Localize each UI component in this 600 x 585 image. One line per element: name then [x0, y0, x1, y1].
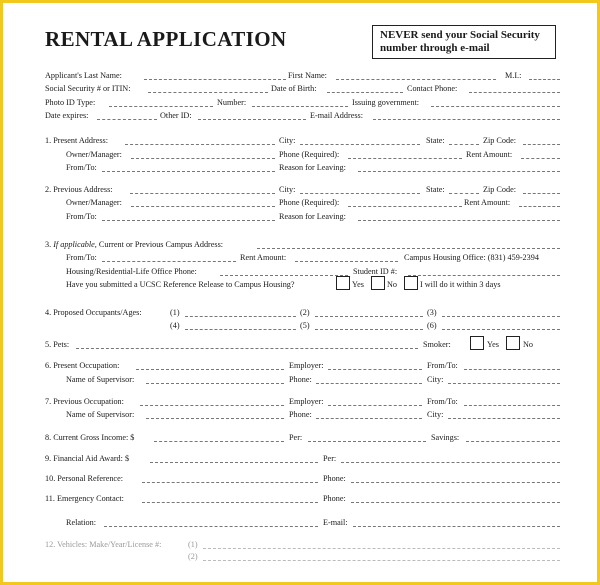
- ssn-row: [3, 83, 597, 95]
- id-number-field[interactable]: [252, 106, 348, 107]
- occupant-2-field[interactable]: [315, 316, 423, 317]
- previous-rent-label: Rent Amount:: [464, 198, 511, 207]
- dob-label: Date of Birth:: [271, 84, 317, 93]
- previous-state-label: State:: [426, 185, 445, 194]
- id-number-label: Number:: [217, 98, 247, 107]
- emergency-email-label: E-mail:: [323, 518, 348, 527]
- previous-from-to-label: From/To:: [66, 212, 97, 221]
- present-owner-label: Owner/Manager:: [66, 150, 122, 159]
- contact-phone-label: Contact Phone:: [407, 84, 458, 93]
- release-question-label: Have you submitted a UCSC Reference Release to Campus Housing?: [66, 280, 295, 289]
- vehicle-2-label: (2): [188, 552, 198, 561]
- present-reason-field[interactable]: [358, 171, 560, 172]
- financial-aid-row: [3, 453, 597, 465]
- present-city-field[interactable]: [300, 144, 420, 145]
- previous-supervisor-label: Name of Supervisor:: [66, 410, 135, 419]
- campus-rent-label: Rent Amount:: [240, 253, 287, 262]
- first-name-field[interactable]: [336, 79, 496, 80]
- previous-city-label: City:: [279, 185, 296, 194]
- previous-from-to-field[interactable]: [102, 220, 275, 221]
- campus-from-to-field[interactable]: [102, 261, 236, 262]
- reference-phone-field[interactable]: [351, 482, 560, 483]
- present-occ-phone-label: Phone:: [289, 375, 312, 384]
- previous-occupation-field[interactable]: [140, 405, 284, 406]
- previous-address-field[interactable]: [130, 193, 275, 194]
- present-supervisor-row: [3, 374, 597, 386]
- present-zip-field[interactable]: [523, 144, 560, 145]
- previous-occupation-label: 7. Previous Occupation:: [45, 397, 124, 406]
- vehicles-row-2: [3, 551, 597, 563]
- pets-label: 5. Pets:: [45, 340, 70, 349]
- present-address-field[interactable]: [125, 144, 275, 145]
- previous-occ-phone-label: Phone:: [289, 410, 312, 419]
- previous-city-field[interactable]: [300, 193, 420, 194]
- last-name-field[interactable]: [144, 79, 286, 80]
- emergency-phone-field[interactable]: [351, 502, 560, 503]
- previous-zip-field[interactable]: [523, 193, 560, 194]
- previous-employer-field[interactable]: [328, 405, 422, 406]
- campus-phone-field[interactable]: [220, 275, 348, 276]
- occupants-row-2: [3, 320, 597, 332]
- smoker-no-checkbox[interactable]: [506, 336, 520, 350]
- campus-heading-rest: , Current or Previous Campus Address:: [94, 240, 224, 249]
- occupant-5-label: (5): [300, 321, 310, 330]
- present-owner-field[interactable]: [131, 158, 275, 159]
- previous-rent-field[interactable]: [519, 206, 560, 207]
- reference-phone-label: Phone:: [323, 474, 346, 483]
- occupant-6-field[interactable]: [442, 329, 560, 330]
- form-title: RENTAL APPLICATION: [45, 27, 287, 51]
- present-supervisor-field[interactable]: [146, 383, 284, 384]
- occupants-label: 4. Proposed Occupants/Ages:: [45, 308, 142, 317]
- ssn-warning-notice: NEVER send your Social Security number through e-mail: [372, 25, 556, 59]
- present-state-label: State:: [426, 136, 445, 145]
- personal-reference-label: 10. Personal Reference:: [45, 474, 123, 483]
- campus-heading-number: 3.: [45, 240, 54, 249]
- campus-rent-field[interactable]: [295, 261, 398, 262]
- present-occupation-row: [3, 360, 597, 372]
- previous-owner-row: [3, 197, 597, 209]
- emergency-contact-label: 11. Emergency Contact:: [45, 494, 124, 503]
- present-phone-field[interactable]: [348, 158, 462, 159]
- expiry-row: [3, 110, 597, 122]
- previous-occ-city-field[interactable]: [448, 418, 560, 419]
- photo-id-row: [3, 97, 597, 109]
- relation-label: Relation:: [66, 518, 97, 527]
- smoker-yes-label: Yes: [487, 340, 499, 349]
- previous-occ-phone-field[interactable]: [316, 418, 422, 419]
- mi-field[interactable]: [529, 79, 560, 80]
- present-occ-city-field[interactable]: [448, 383, 560, 384]
- student-id-field[interactable]: [408, 275, 560, 276]
- income-row: [3, 432, 597, 444]
- relation-row: [3, 517, 597, 529]
- previous-reason-field[interactable]: [358, 220, 560, 221]
- release-within-label: I will do it within 3 days: [420, 280, 501, 289]
- date-expires-label: Date expires:: [45, 111, 89, 120]
- financial-aid-label: 9. Financial Aid Award: $: [45, 454, 130, 463]
- personal-reference-row: [3, 473, 597, 485]
- previous-owner-field[interactable]: [131, 206, 275, 207]
- last-name-label: Applicant's Last Name:: [45, 71, 122, 80]
- relation-field[interactable]: [104, 526, 318, 527]
- campus-address-row: [3, 239, 597, 251]
- email-field[interactable]: [373, 119, 560, 120]
- occupant-1-label: (1): [170, 308, 180, 317]
- first-name-label: First Name:: [288, 71, 327, 80]
- personal-reference-field[interactable]: [142, 482, 318, 483]
- previous-dates-row: [3, 211, 597, 223]
- present-rent-label: Rent Amount:: [466, 150, 513, 159]
- emergency-contact-row: [3, 493, 597, 505]
- previous-zip-label: Zip Code:: [483, 185, 516, 194]
- ssn-label: Social Security # or ITIN:: [45, 84, 131, 93]
- smoker-label: Smoker:: [423, 340, 451, 349]
- present-state-field[interactable]: [449, 144, 479, 145]
- date-expires-field[interactable]: [97, 119, 157, 120]
- campus-housing-office: Campus Housing Office: (831) 459-2394: [404, 253, 539, 262]
- present-from-to-field[interactable]: [102, 171, 275, 172]
- ssn-field[interactable]: [148, 92, 268, 93]
- gross-income-field[interactable]: [154, 441, 284, 442]
- present-supervisor-label: Name of Supervisor:: [66, 375, 135, 384]
- income-per-label: Per:: [289, 433, 303, 442]
- present-dates-row: [3, 162, 597, 174]
- vehicle-1-label: (1): [188, 540, 198, 549]
- present-city-label: City:: [279, 136, 296, 145]
- present-employer-label: Employer:: [289, 361, 324, 370]
- previous-phone-field[interactable]: [348, 206, 462, 207]
- pets-row: [3, 339, 597, 351]
- previous-address-row: [3, 184, 597, 196]
- pets-field[interactable]: [76, 348, 418, 349]
- issuing-government-field[interactable]: [431, 106, 560, 107]
- emergency-contact-field[interactable]: [142, 502, 318, 503]
- vehicles-row-1: [3, 539, 597, 551]
- previous-occ-from-to-field[interactable]: [464, 405, 560, 406]
- gross-income-label: 8. Current Gross Income: $: [45, 433, 135, 442]
- present-zip-label: Zip Code:: [483, 136, 516, 145]
- present-owner-row: [3, 149, 597, 161]
- present-occupation-label: 6. Present Occupation:: [45, 361, 120, 370]
- other-id-field[interactable]: [198, 119, 306, 120]
- occupant-1-field[interactable]: [185, 316, 296, 317]
- present-occ-from-to-label: From/To:: [427, 361, 458, 370]
- savings-label: Savings:: [431, 433, 460, 442]
- campus-from-to-label: From/To:: [66, 253, 97, 262]
- occupant-4-label: (4): [170, 321, 180, 330]
- release-no-label: No: [387, 280, 398, 289]
- present-address-row: [3, 135, 597, 147]
- previous-occ-from-to-label: From/To:: [427, 397, 458, 406]
- release-no-checkbox[interactable]: [371, 276, 385, 290]
- previous-state-field[interactable]: [449, 193, 479, 194]
- campus-heading-italic: If applicable: [53, 240, 95, 249]
- previous-occupation-row: [3, 396, 597, 408]
- aid-per-label: Per:: [323, 454, 337, 463]
- present-occ-phone-field[interactable]: [316, 383, 422, 384]
- vehicles-label: 12. Vehicles: Make/Year/License #:: [45, 540, 162, 549]
- present-occupation-field[interactable]: [136, 369, 284, 370]
- present-phone-label: Phone (Required):: [279, 150, 340, 159]
- previous-address-label: 2. Previous Address:: [45, 185, 113, 194]
- other-id-label: Other ID:: [160, 111, 192, 120]
- present-rent-field[interactable]: [521, 158, 560, 159]
- financial-aid-field[interactable]: [150, 462, 318, 463]
- emergency-phone-label: Phone:: [323, 494, 346, 503]
- campus-address-field[interactable]: [257, 248, 560, 249]
- previous-occ-city-label: City:: [427, 410, 444, 419]
- previous-employer-label: Employer:: [289, 397, 324, 406]
- present-occ-city-label: City:: [427, 375, 444, 384]
- photo-id-type-label: Photo ID Type:: [45, 98, 96, 107]
- campus-phone-label: Housing/Residential-Life Office Phone:: [66, 267, 197, 276]
- campus-heading: [45, 239, 223, 251]
- smoker-no-label: No: [523, 340, 534, 349]
- smoker-yes-checkbox[interactable]: [470, 336, 484, 350]
- occupant-6-label: (6): [427, 321, 437, 330]
- present-occ-from-to-field[interactable]: [464, 369, 560, 370]
- aid-per-field[interactable]: [341, 462, 560, 463]
- savings-field[interactable]: [466, 441, 560, 442]
- occupant-4-field[interactable]: [185, 329, 296, 330]
- campus-dates-row: [3, 252, 597, 264]
- release-within-checkbox[interactable]: [404, 276, 418, 290]
- campus-phone-row: [3, 266, 597, 278]
- occupants-row-1: [3, 307, 597, 319]
- issuing-government-label: Issuing government:: [352, 98, 420, 107]
- income-per-field[interactable]: [308, 441, 426, 442]
- occupant-3-label: (3): [427, 308, 437, 317]
- present-employer-field[interactable]: [328, 369, 422, 370]
- occupant-2-label: (2): [300, 308, 310, 317]
- dob-field[interactable]: [327, 92, 403, 93]
- photo-id-type-field[interactable]: [109, 106, 213, 107]
- present-address-label: 1. Present Address:: [45, 136, 108, 145]
- contact-phone-field[interactable]: [469, 92, 560, 93]
- vehicle-2-field[interactable]: [203, 560, 560, 561]
- release-yes-checkbox[interactable]: [336, 276, 350, 290]
- previous-phone-label: Phone (Required):: [279, 198, 340, 207]
- vehicle-1-field[interactable]: [203, 548, 560, 549]
- occupant-3-field[interactable]: [442, 316, 560, 317]
- applicant-name-row: [3, 70, 597, 82]
- release-question-row: [3, 279, 597, 291]
- mi-label: M.I.:: [505, 71, 522, 80]
- student-id-label: Student ID #:: [353, 267, 398, 276]
- previous-owner-label: Owner/Manager:: [66, 198, 122, 207]
- present-reason-label: Reason for Leaving:: [279, 163, 346, 172]
- previous-supervisor-field[interactable]: [146, 418, 284, 419]
- release-yes-label: Yes: [352, 280, 364, 289]
- emergency-email-field[interactable]: [353, 526, 560, 527]
- previous-reason-label: Reason for Leaving:: [279, 212, 346, 221]
- email-label: E-mail Address:: [310, 111, 363, 120]
- previous-supervisor-row: [3, 409, 597, 421]
- present-from-to-label: From/To:: [66, 163, 97, 172]
- occupant-5-field[interactable]: [315, 329, 423, 330]
